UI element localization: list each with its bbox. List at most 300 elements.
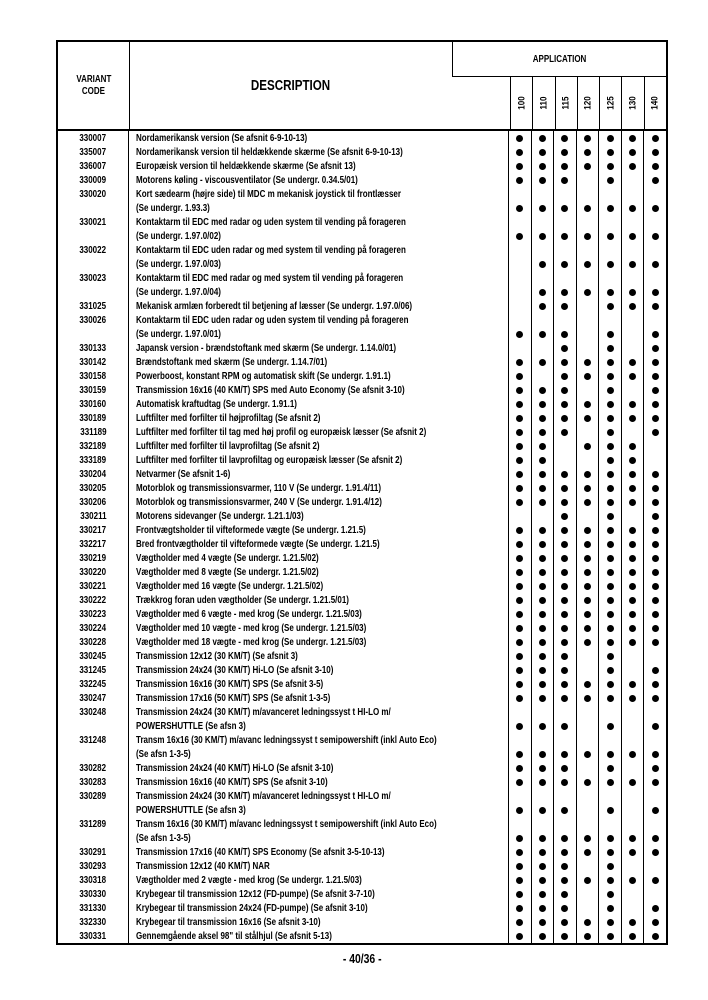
- application-dot: [629, 499, 636, 506]
- variant-code-cell: [58, 145, 129, 159]
- application-dot: [516, 387, 523, 394]
- application-dot: [561, 289, 568, 296]
- application-dot-cell: [622, 873, 645, 887]
- page-number: [56, 951, 668, 966]
- application-dot: [584, 681, 591, 688]
- application-dot: [539, 597, 546, 604]
- application-dot: [652, 849, 659, 856]
- application-dot: [607, 681, 614, 688]
- application-dot-cell: [577, 579, 600, 593]
- application-dot-cell: [599, 257, 622, 271]
- application-dot-cell: [599, 775, 622, 789]
- application-dot-cell: [644, 705, 666, 719]
- application-dot-cell: [644, 733, 666, 747]
- application-dot-cell: [622, 257, 645, 271]
- application-dot-cell: [554, 523, 577, 537]
- application-dot: [607, 905, 614, 912]
- variant-table: [56, 40, 668, 945]
- application-dots: [509, 271, 666, 285]
- application-dot-cell: [622, 593, 645, 607]
- table-row: [58, 649, 666, 663]
- application-dot: [516, 723, 523, 730]
- description-text: Transmission 24x24 (30 KM/T) Hi-LO (Se afsnit 3-10): [136, 664, 334, 676]
- application-dot: [516, 401, 523, 408]
- application-dots: [509, 775, 666, 789]
- application-dot-cell: [644, 747, 666, 761]
- application-dot: [539, 569, 546, 576]
- application-dot-cell: [599, 551, 622, 565]
- application-dot: [607, 429, 614, 436]
- application-dot-cell: [532, 229, 555, 243]
- application-dot-cell: [554, 131, 577, 145]
- application-dot: [652, 471, 659, 478]
- application-dot-cell: [644, 341, 666, 355]
- application-dot-cell: [622, 411, 645, 425]
- application-dot: [652, 751, 659, 758]
- application-dot-cell: [554, 411, 577, 425]
- application-dot: [516, 639, 523, 646]
- application-dot: [561, 653, 568, 660]
- application-dot-cell: [554, 215, 577, 229]
- variant-code-label-line1: VARIANT: [76, 73, 111, 85]
- application-dot-cell: [577, 705, 600, 719]
- application-dot-cell: [509, 201, 532, 215]
- application-dot: [561, 135, 568, 142]
- application-dot-cell: [532, 761, 555, 775]
- application-dot: [607, 723, 614, 730]
- application-dot-cell: [577, 733, 600, 747]
- application-dot: [607, 611, 614, 618]
- application-dot-cell: [599, 817, 622, 831]
- application-dot: [607, 597, 614, 604]
- variant-code-cell: [58, 467, 129, 481]
- application-dot-cell: [622, 775, 645, 789]
- description-cell: [129, 299, 509, 313]
- application-dot-cell: [554, 551, 577, 565]
- variant-code-cell: [58, 299, 129, 313]
- description-cell: [129, 159, 509, 173]
- application-dot-cell: [532, 159, 555, 173]
- application-dot: [516, 331, 523, 338]
- application-dots: [509, 705, 666, 719]
- application-dot-cell: [599, 663, 622, 677]
- application-dot-cell: [622, 831, 645, 845]
- application-dot-cell: [532, 327, 555, 341]
- application-dot-cell: [509, 173, 532, 187]
- table-row: [58, 131, 666, 145]
- variant-code-cell: [58, 243, 129, 257]
- application-dot: [607, 401, 614, 408]
- application-dot-cell: [622, 369, 645, 383]
- application-dot-cell: [644, 187, 666, 201]
- application-dot: [607, 583, 614, 590]
- application-dot: [561, 863, 568, 870]
- application-dot: [584, 751, 591, 758]
- application-dot-cell: [644, 509, 666, 523]
- application-dot: [539, 891, 546, 898]
- variant-code-text: 330009: [79, 174, 107, 186]
- application-dot: [561, 779, 568, 786]
- variant-code-cell: [58, 313, 129, 327]
- application-dot: [516, 919, 523, 926]
- variant-code-text: 330159: [79, 384, 107, 396]
- application-dot-cell: [577, 775, 600, 789]
- application-dot-cell: [554, 579, 577, 593]
- table-row: [58, 383, 666, 397]
- table-row: [58, 229, 666, 243]
- variant-code-cell: [58, 775, 129, 789]
- application-dot: [584, 849, 591, 856]
- description-cell: [129, 677, 509, 691]
- table-row: [58, 775, 666, 789]
- application-dot: [652, 135, 659, 142]
- application-dot: [629, 527, 636, 534]
- description-cell: [129, 663, 509, 677]
- application-dot: [652, 149, 659, 156]
- application-dot: [607, 457, 614, 464]
- application-dot-cell: [532, 299, 555, 313]
- application-dot: [516, 597, 523, 604]
- application-dot-cell: [644, 775, 666, 789]
- application-dot: [539, 485, 546, 492]
- application-dot: [561, 359, 568, 366]
- description-text: Kontaktarm til EDC uden radar og uden system til vending på forageren: [136, 314, 409, 326]
- variant-code-cell: [58, 887, 129, 901]
- application-dot-cell: [644, 831, 666, 845]
- application-dot-cell: [622, 663, 645, 677]
- application-dot-cell: [554, 299, 577, 313]
- table-row: [58, 523, 666, 537]
- application-dot-cell: [509, 733, 532, 747]
- application-dots: [509, 145, 666, 159]
- variant-code-text: 330291: [79, 846, 107, 858]
- application-dots: [509, 243, 666, 257]
- application-dot-cell: [644, 467, 666, 481]
- application-dot-cell: [599, 579, 622, 593]
- application-models: [510, 77, 666, 129]
- application-dot-cell: [577, 789, 600, 803]
- application-dot: [539, 177, 546, 184]
- application-header: [452, 42, 666, 77]
- description-cell: [129, 327, 509, 341]
- application-dot: [652, 569, 659, 576]
- application-dot-cell: [554, 691, 577, 705]
- application-dot-cell: [599, 439, 622, 453]
- description-cell: [129, 859, 509, 873]
- application-dots: [509, 383, 666, 397]
- application-dot-cell: [509, 187, 532, 201]
- model-label: 115: [560, 96, 572, 110]
- model-column-120: [578, 77, 600, 129]
- application-dot: [516, 485, 523, 492]
- application-dots: [509, 495, 666, 509]
- variant-code-cell: [58, 593, 129, 607]
- variant-code-text: 330223: [79, 608, 107, 620]
- application-dot-cell: [509, 271, 532, 285]
- application-dot: [652, 541, 659, 548]
- application-dot: [584, 205, 591, 212]
- application-dot: [652, 499, 659, 506]
- table-row: [58, 257, 666, 271]
- description-cell: [129, 285, 509, 299]
- application-dot-cell: [644, 313, 666, 327]
- application-dot-cell: [532, 747, 555, 761]
- application-dot-cell: [532, 215, 555, 229]
- application-dot-cell: [532, 523, 555, 537]
- application-dot: [516, 205, 523, 212]
- description-cell: [129, 565, 509, 579]
- application-dot-cell: [554, 327, 577, 341]
- application-dot: [629, 933, 636, 940]
- application-dot-cell: [644, 439, 666, 453]
- application-dot-cell: [622, 901, 645, 915]
- application-dot: [516, 359, 523, 366]
- model-label: 130: [627, 96, 639, 110]
- description-cell: [129, 397, 509, 411]
- application-dot-cell: [599, 243, 622, 257]
- variant-code-cell: [58, 285, 129, 299]
- application-dot-cell: [554, 271, 577, 285]
- application-dot-cell: [599, 495, 622, 509]
- application-dot-cell: [644, 621, 666, 635]
- application-dot-cell: [644, 579, 666, 593]
- variant-code-text: 331289: [79, 818, 107, 830]
- application-dots: [509, 229, 666, 243]
- description-text: Vægtholder med 18 vægte - med krog (Se undergr. 1.21.5/03): [136, 636, 367, 648]
- application-dot: [584, 597, 591, 604]
- application-dot-cell: [622, 635, 645, 649]
- application-dot: [561, 555, 568, 562]
- application-dot-cell: [532, 873, 555, 887]
- application-dot-cell: [509, 831, 532, 845]
- application-dots: [509, 635, 666, 649]
- application-dots: [509, 257, 666, 271]
- table-row: [58, 733, 666, 747]
- application-dot: [584, 163, 591, 170]
- description-text: Netvarmer (Se afsnit 1-6): [136, 468, 231, 480]
- application-dot: [561, 695, 568, 702]
- application-dot-cell: [532, 803, 555, 817]
- application-dot: [561, 891, 568, 898]
- application-dot: [516, 135, 523, 142]
- application-dot-cell: [554, 355, 577, 369]
- application-dot: [652, 905, 659, 912]
- variant-code-text: 330228: [79, 636, 107, 648]
- application-dot-cell: [577, 257, 600, 271]
- application-dot-cell: [509, 327, 532, 341]
- application-dot-cell: [577, 439, 600, 453]
- application-dot: [652, 359, 659, 366]
- application-dot-cell: [554, 747, 577, 761]
- application-dot-cell: [644, 495, 666, 509]
- application-dot-cell: [509, 705, 532, 719]
- application-dot: [561, 261, 568, 268]
- variant-code-text: 330318: [79, 874, 107, 886]
- application-dot: [652, 345, 659, 352]
- application-dot-cell: [554, 257, 577, 271]
- application-dot-cell: [509, 411, 532, 425]
- model-label: 140: [649, 96, 661, 110]
- application-dot-cell: [532, 355, 555, 369]
- application-dot-cell: [532, 817, 555, 831]
- description-cell: [129, 579, 509, 593]
- application-dots: [509, 649, 666, 663]
- table-row: [58, 593, 666, 607]
- application-dot-cell: [599, 887, 622, 901]
- application-dot-cell: [644, 663, 666, 677]
- table-row: [58, 299, 666, 313]
- description-text: Brændstoftank med skærm (Se undergr. 1.14.7/01): [136, 356, 328, 368]
- description-text: Transmission 12x12 (40 KM/T) NAR: [136, 860, 270, 872]
- variant-code-text: 330023: [79, 272, 107, 284]
- application-dot: [539, 261, 546, 268]
- application-dot-cell: [509, 453, 532, 467]
- table-row: [58, 215, 666, 229]
- application-dot: [539, 303, 546, 310]
- application-dot-cell: [622, 915, 645, 929]
- application-dot-cell: [532, 313, 555, 327]
- application-dot-cell: [599, 159, 622, 173]
- application-dot-cell: [577, 145, 600, 159]
- application-dot-cell: [644, 159, 666, 173]
- application-dot: [629, 541, 636, 548]
- application-dots: [509, 663, 666, 677]
- application-dot-cell: [644, 845, 666, 859]
- application-dot: [516, 163, 523, 170]
- application-dot-cell: [532, 411, 555, 425]
- application-dots: [509, 887, 666, 901]
- application-dot: [516, 527, 523, 534]
- application-dot-cell: [577, 397, 600, 411]
- variant-code-cell: [58, 187, 129, 201]
- description-text: Luftfilter med forfilter til tag med høj profil og europæisk læsser (Se afsnit 2): [136, 426, 427, 438]
- application-dot-cell: [599, 341, 622, 355]
- application-dot-cell: [599, 607, 622, 621]
- application-dot-cell: [532, 173, 555, 187]
- application-dot-cell: [554, 453, 577, 467]
- application-dot: [652, 919, 659, 926]
- application-dot: [539, 555, 546, 562]
- application-dot: [516, 849, 523, 856]
- application-dot-cell: [509, 621, 532, 635]
- table-row: [58, 271, 666, 285]
- application-dot: [652, 205, 659, 212]
- application-dot-cell: [509, 383, 532, 397]
- application-dot: [652, 835, 659, 842]
- application-dot: [584, 877, 591, 884]
- application-dots: [509, 341, 666, 355]
- application-dot-cell: [554, 187, 577, 201]
- application-dot: [539, 457, 546, 464]
- application-dot: [584, 541, 591, 548]
- application-dot-cell: [554, 915, 577, 929]
- application-dot: [561, 415, 568, 422]
- application-dot: [607, 765, 614, 772]
- application-dot-cell: [577, 285, 600, 299]
- application-dot: [516, 471, 523, 478]
- application-dot: [607, 667, 614, 674]
- application-dot-cell: [577, 187, 600, 201]
- application-dot: [629, 443, 636, 450]
- application-dot-cell: [599, 229, 622, 243]
- description-cell: [129, 229, 509, 243]
- variant-code-cell: [58, 607, 129, 621]
- application-dot: [584, 401, 591, 408]
- variant-code-text: 330007: [79, 132, 107, 144]
- application-dot: [607, 359, 614, 366]
- variant-code-text: 335007: [79, 146, 107, 158]
- application-dot: [561, 905, 568, 912]
- application-dot-cell: [622, 607, 645, 621]
- variant-code-text: 330204: [79, 468, 107, 480]
- variant-code-cell: [58, 789, 129, 803]
- application-dots: [509, 509, 666, 523]
- application-dot-cell: [554, 565, 577, 579]
- application-dot-cell: [644, 397, 666, 411]
- application-dot: [584, 611, 591, 618]
- variant-code-cell: [58, 705, 129, 719]
- application-dot: [539, 639, 546, 646]
- description-text: Automatisk kraftudtag (Se undergr. 1.91.1): [136, 398, 297, 410]
- application-dot-cell: [599, 313, 622, 327]
- application-dot-cell: [509, 495, 532, 509]
- application-dot-cell: [622, 859, 645, 873]
- application-dot-cell: [599, 131, 622, 145]
- description-text: (Se undergr. 1.97.0/01): [136, 328, 221, 340]
- table-row: [58, 467, 666, 481]
- application-dot-cell: [532, 481, 555, 495]
- application-dot-cell: [532, 719, 555, 733]
- variant-code-header: [58, 42, 130, 129]
- table-row: [58, 453, 666, 467]
- application-dot-cell: [554, 425, 577, 439]
- model-column-125: [600, 77, 622, 129]
- application-dot: [561, 373, 568, 380]
- application-dot-cell: [577, 355, 600, 369]
- description-cell: [129, 621, 509, 635]
- model-label: 110: [538, 96, 550, 110]
- application-dot-cell: [509, 859, 532, 873]
- application-dot: [561, 513, 568, 520]
- application-dot-cell: [509, 579, 532, 593]
- description-cell: [129, 537, 509, 551]
- variant-code-text: 330211: [79, 510, 107, 522]
- application-dot-cell: [577, 271, 600, 285]
- application-dot: [629, 569, 636, 576]
- application-dots: [509, 719, 666, 733]
- application-dot-cell: [622, 691, 645, 705]
- application-dot-cell: [577, 551, 600, 565]
- application-dot-cell: [509, 761, 532, 775]
- description-text: (Se afsn 1-3-5): [136, 832, 191, 844]
- application-dot: [652, 639, 659, 646]
- application-dot-cell: [644, 873, 666, 887]
- application-dot-cell: [554, 845, 577, 859]
- application-dot-cell: [599, 453, 622, 467]
- application-dot: [561, 387, 568, 394]
- application-dot: [516, 541, 523, 548]
- application-dot: [607, 933, 614, 940]
- table-body: [58, 131, 666, 943]
- application-dots: [509, 915, 666, 929]
- application-dot-cell: [577, 635, 600, 649]
- application-dot-cell: [577, 803, 600, 817]
- application-dot-cell: [599, 747, 622, 761]
- application-dot-cell: [622, 397, 645, 411]
- application-dot-cell: [554, 313, 577, 327]
- application-dot: [584, 583, 591, 590]
- application-dot: [629, 471, 636, 478]
